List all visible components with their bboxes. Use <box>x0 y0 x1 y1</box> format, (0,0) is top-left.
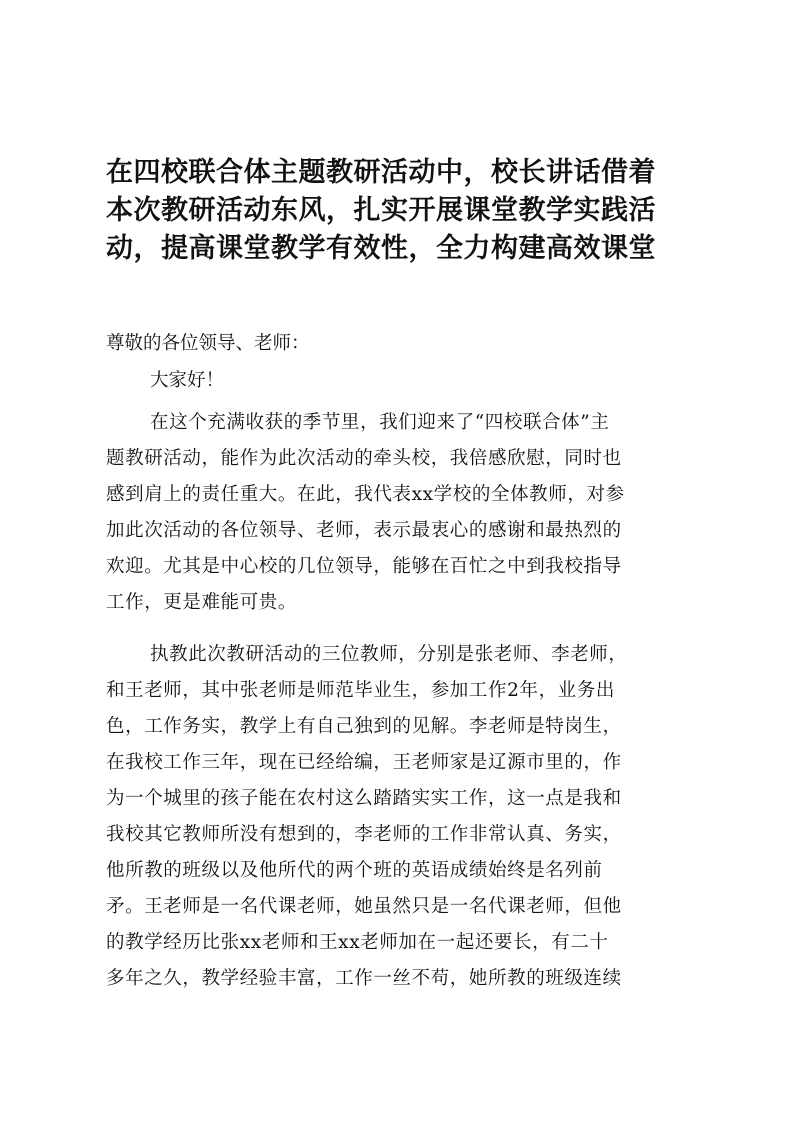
document-body <box>106 325 691 1013</box>
paragraph-line: 和王老师，其中张老师是师范毕业生，参加工作2年，业务出 <box>106 680 615 701</box>
paragraph-line: 他所教的班级以及他所代的两个班的英语成绩始终是名列前 <box>106 860 603 881</box>
paragraph-line: 为一个城里的孩子能在农村这么踏踏实实工作，这一点是我和 <box>106 788 622 809</box>
paragraph-line: 工作，更是难能可贵。 <box>106 592 298 613</box>
greeting: 大家好！ <box>150 370 225 391</box>
title-line: 在四校联合体主题教研活动中，校长讲话借着 <box>106 157 656 188</box>
paragraph <box>106 637 691 997</box>
paragraph-line: 执教此次教研活动的三位教师，分别是张老师、李老师， <box>150 644 628 665</box>
paragraph-line: 欢迎。尤其是中心校的几位领导，能够在百忙之中到我校指导 <box>106 556 622 577</box>
paragraph <box>106 405 691 621</box>
paragraph-line: 的教学经历比张xx老师和王xx老师加在一起还要长，有二十 <box>106 932 609 953</box>
paragraph-line: 色，工作务实，教学上有自己独到的见解。李老师是特岗生， <box>106 716 622 737</box>
salutation: 尊敬的各位领导、老师： <box>106 333 310 354</box>
title-line: 本次教研活动东风，扎实开展课堂教学实践活 <box>106 195 656 226</box>
paragraph-line: 矛。王老师是一名代课老师，她虽然只是一名代课老师，但他 <box>106 896 622 917</box>
paragraph-line: 在我校工作三年，现在已经给编，王老师家是辽源市里的，作 <box>106 752 622 773</box>
paragraph-line: 我校其它教师所没有想到的，李老师的工作非常认真、务实， <box>106 824 622 845</box>
title-line: 动，提高课堂教学有效性，全力构建高效课堂 <box>106 233 656 264</box>
document-title <box>106 154 691 268</box>
paragraph-line: 感到肩上的责任重大。在此，我代表xx学校的全体教师，对参 <box>106 484 625 505</box>
paragraph-line: 题教研活动，能作为此次活动的牵头校，我倍感欣慰，同时也 <box>106 448 622 469</box>
paragraph-line: 加此次活动的各位领导、老师，表示最衷心的感谢和最热烈的 <box>106 520 622 541</box>
paragraph-line: 在这个充满收获的季节里，我们迎来了“四校联合体”主 <box>150 412 610 433</box>
paragraph-line: 多年之久，教学经验丰富，工作一丝不苟，她所教的班级连续 <box>106 968 622 989</box>
